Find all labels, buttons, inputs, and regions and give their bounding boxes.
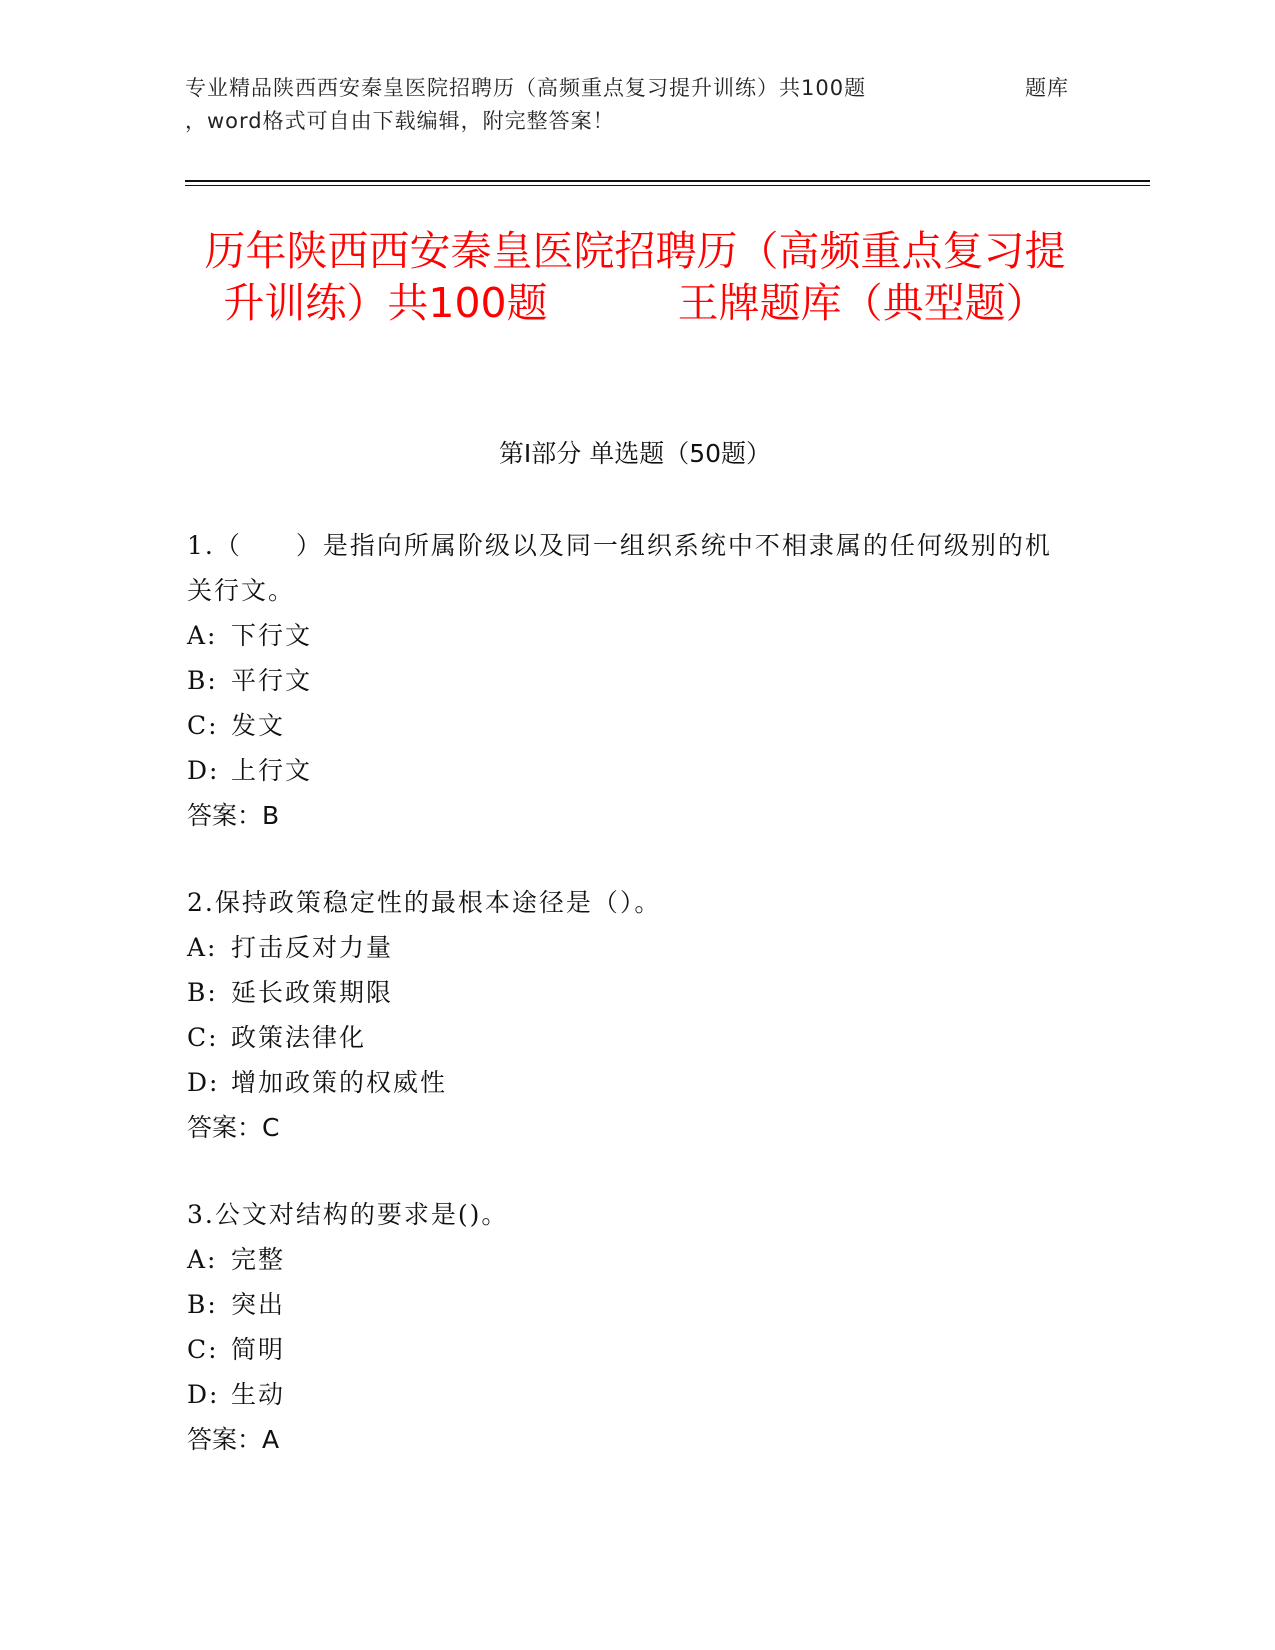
answer-text: 答案：B xyxy=(187,801,280,830)
question-item xyxy=(187,880,1067,1150)
option-c: C: 发文 xyxy=(187,711,286,740)
answer-text: 答案：C xyxy=(187,1113,280,1142)
header-divider-thin xyxy=(185,185,1150,186)
option-b: B: 延长政策期限 xyxy=(187,978,394,1007)
document-title xyxy=(185,225,1085,329)
page-header xyxy=(185,72,1085,138)
option-d: D: 生动 xyxy=(187,1380,286,1409)
title-main: 历年陕西西安秦皇医院招聘历（高频重点复习提升训练）共100题 xyxy=(204,227,1066,327)
option-a: A: 打击反对力量 xyxy=(187,933,394,962)
option-d: D: 增加政策的权威性 xyxy=(187,1068,448,1097)
header-tag: 题库 xyxy=(1025,76,1069,100)
question-text: 1.（ ）是指向所属阶级以及同一组织系统中不相隶属的任何级别的机关行文。 xyxy=(187,531,1052,605)
header-description: 专业精品陕西西安秦皇医院招聘历（高频重点复习提升训练）共100题 xyxy=(185,76,867,100)
option-d: D: 上行文 xyxy=(187,756,313,785)
question-text: 2.保持政策稳定性的最根本途径是（）。 xyxy=(187,888,662,917)
option-b: B: 突出 xyxy=(187,1290,286,1319)
header-divider xyxy=(185,180,1150,182)
option-a: A: 下行文 xyxy=(187,621,313,650)
option-c: C: 政策法律化 xyxy=(187,1023,367,1052)
option-a: A: 完整 xyxy=(187,1245,286,1274)
answer-text: 答案：A xyxy=(187,1425,280,1454)
question-text: 3.公文对结构的要求是()。 xyxy=(187,1200,509,1229)
title-sub: 王牌题库（典型题） xyxy=(677,279,1047,327)
section-heading: 第Ⅰ部分 单选题（50题） xyxy=(498,439,772,468)
question-item xyxy=(187,1192,1067,1462)
option-b: B: 平行文 xyxy=(187,666,313,695)
question-item xyxy=(187,523,1067,838)
question-list xyxy=(187,523,1067,1504)
option-c: C: 简明 xyxy=(187,1335,286,1364)
header-row xyxy=(185,72,1085,105)
header-note: ，word格式可自由下载编辑，附完整答案！ xyxy=(185,109,615,133)
